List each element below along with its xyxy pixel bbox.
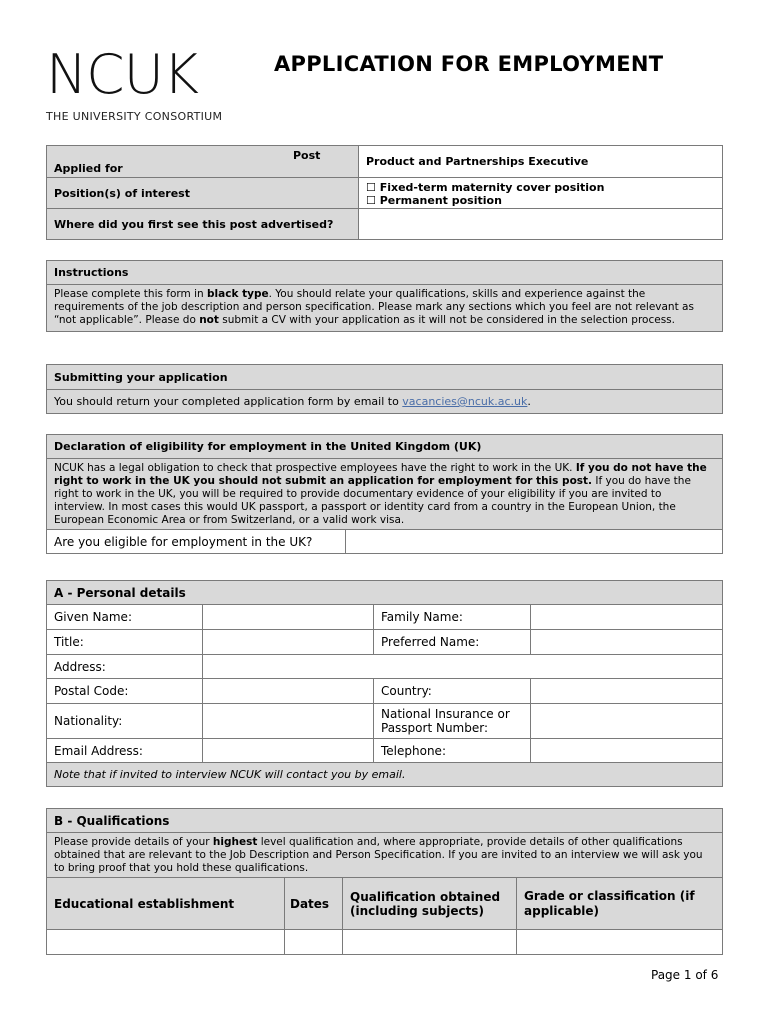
declaration-heading: Declaration of eligibility for employment in the United Kingdom (UK) (47, 435, 723, 459)
title-label: Title: (47, 630, 203, 655)
instructions-heading: Instructions (47, 261, 723, 285)
qualifications-text: Please provide details of your highest level qualification and, where appropriate, provide details of other qualifications obtained that are relevant to the Job Description and Person Specification. If you are invited to an interview we will ask you to bring proof that you hold these qualifications. (47, 833, 723, 878)
logo-mark: NCUK (46, 43, 199, 106)
postal-code-label: Postal Code: (47, 679, 203, 704)
applied-for-label: Applied for (54, 162, 123, 175)
address-field[interactable] (203, 655, 723, 679)
logo-subtitle: THE UNIVERSITY CONSORTIUM (46, 110, 223, 123)
country-field[interactable] (531, 679, 723, 704)
postal-code-field[interactable] (203, 679, 374, 704)
ni-passport-label: National Insurance or Passport Number: (374, 704, 531, 739)
declaration-text: NCUK has a legal obligation to check that prospective employees have the right to work in the UK. If you do not have the right to work in the UK you should not submit an application for employment for this post. If you do have the right to work in the UK, you will be required to provide documentary evidence of your eligibility if you are invited to interview. In most cases this would UK passport, a passport or identity card from a country in the European Union, the European Economic Area or from Switzerland, or a valid work visa. (47, 459, 723, 530)
positions-options (359, 178, 723, 209)
dates-field[interactable] (285, 930, 343, 955)
ncuk-logo (46, 43, 223, 123)
eligibility-question: Are you eligible for employment in the UK? (47, 530, 346, 554)
col-qualification: Qualification obtained (including subjects) (343, 878, 517, 930)
col-dates: Dates (285, 878, 343, 930)
preferred-name-label: Preferred Name: (374, 630, 531, 655)
email-field[interactable] (203, 739, 374, 763)
page-number: Page 1 of 6 (651, 968, 719, 982)
advertised-field[interactable] (359, 209, 723, 240)
submitting-heading: Submitting your application (47, 365, 723, 390)
col-educational-establishment: Educational establishment (47, 878, 285, 930)
submitting-table (46, 364, 723, 414)
family-name-label: Family Name: (374, 605, 531, 630)
eligibility-answer-field[interactable] (346, 530, 723, 554)
email-link[interactable]: vacancies@ncuk.ac.uk (402, 395, 528, 408)
personal-note: Note that if invited to interview NCUK will contact you by email. (47, 763, 723, 787)
positions-label: Position(s) of interest (47, 178, 359, 209)
establishment-field[interactable] (47, 930, 285, 955)
post-table (46, 145, 723, 240)
personal-heading: A - Personal details (47, 581, 723, 605)
declaration-table (46, 434, 723, 554)
fixed-term-checkbox[interactable]: ☐ Fixed-term maternity cover position (366, 181, 605, 194)
telephone-field[interactable] (531, 739, 723, 763)
instructions-table (46, 260, 723, 332)
given-name-field[interactable] (203, 605, 374, 630)
given-name-label: Given Name: (47, 605, 203, 630)
ni-passport-field[interactable] (531, 704, 723, 739)
submitting-text: You should return your completed application form by email to vacancies@ncuk.ac.uk. (47, 390, 723, 414)
address-label: Address: (47, 655, 203, 679)
post-applied-label-cell (47, 146, 359, 178)
telephone-label: Telephone: (374, 739, 531, 763)
nationality-field[interactable] (203, 704, 374, 739)
preferred-name-field[interactable] (531, 630, 723, 655)
post-value: Product and Partnerships Executive (359, 146, 723, 178)
family-name-field[interactable] (531, 605, 723, 630)
post-label: Post (293, 149, 321, 162)
title-field[interactable] (203, 630, 374, 655)
qualification-field[interactable] (343, 930, 517, 955)
qualifications-table (46, 808, 723, 955)
personal-details-table (46, 580, 723, 787)
nationality-label: Nationality: (47, 704, 203, 739)
col-grade: Grade or classification (if applicable) (517, 878, 723, 930)
instructions-text: Please complete this form in black type. You should relate your qualifications, skills and experience against the requirements of the job description and person specification. Please mark any sections which you feel are not relevant as “not applicable”. Please do not submit a CV with your application as it will not be considered in the selection process. (47, 285, 723, 332)
country-label: Country: (374, 679, 531, 704)
advertised-label: Where did you first see this post advertised? (47, 209, 359, 240)
grade-field[interactable] (517, 930, 723, 955)
qualifications-heading: B - Qualifications (47, 809, 723, 833)
email-label: Email Address: (47, 739, 203, 763)
page-title: APPLICATION FOR EMPLOYMENT (274, 52, 664, 76)
permanent-checkbox[interactable]: ☐ Permanent position (366, 194, 502, 207)
